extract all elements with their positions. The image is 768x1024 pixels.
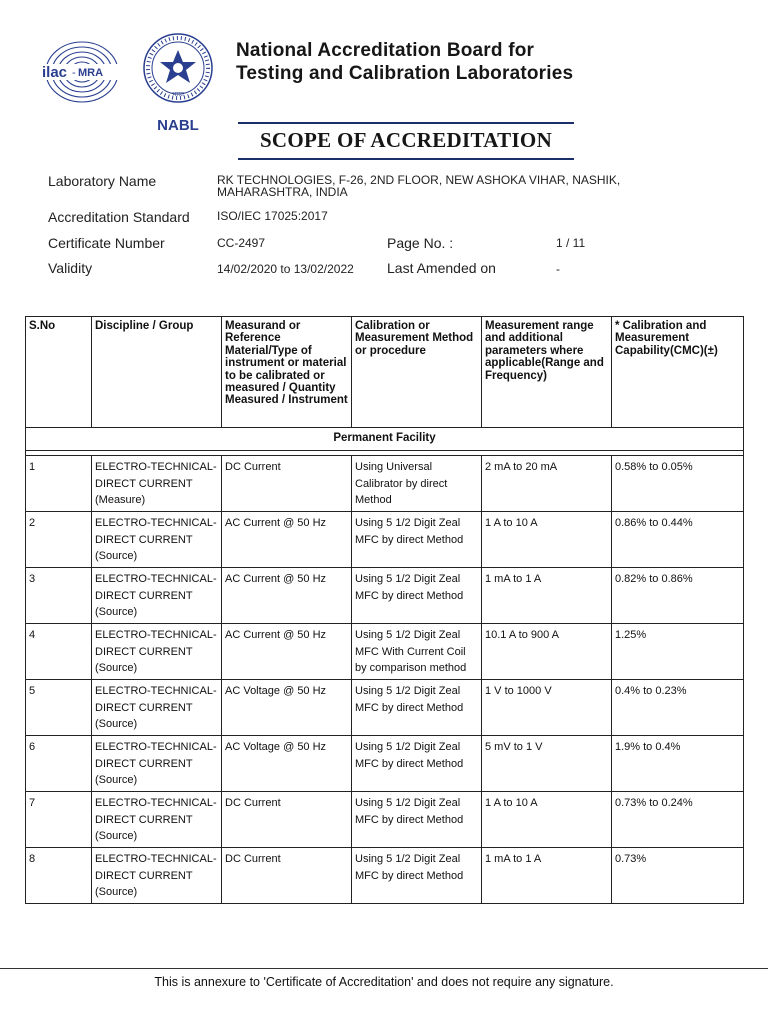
page-title: SCOPE OF ACCREDITATION bbox=[238, 122, 574, 160]
cell-measurand: DC Current bbox=[222, 848, 352, 904]
cell-method: Using 5 1/2 Digit Zeal MFC by direct Method bbox=[352, 792, 482, 848]
facility-row bbox=[26, 428, 744, 451]
cell-measurand: AC Voltage @ 50 Hz bbox=[222, 680, 352, 736]
nabl-seal-icon bbox=[136, 30, 222, 134]
last-amended-label: Last Amended on bbox=[387, 260, 496, 276]
cell-measurand: AC Current @ 50 Hz bbox=[222, 568, 352, 624]
cell-method: Using 5 1/2 Digit Zeal MFC by direct Method bbox=[352, 736, 482, 792]
cell-sno: 6 bbox=[26, 736, 92, 792]
seal-text: भारत bbox=[172, 91, 184, 98]
cell-cmc: 0.58% to 0.05% bbox=[612, 456, 744, 512]
cell-range: 1 V to 1000 V bbox=[482, 680, 612, 736]
cell-cmc: 0.73% to 0.24% bbox=[612, 792, 744, 848]
scope-table bbox=[25, 316, 744, 904]
cell-sno: 5 bbox=[26, 680, 92, 736]
header-method: Calibration or Measurement Method or procedure bbox=[352, 317, 482, 428]
lab-name-value: RK TECHNOLOGIES, F-26, 2ND FLOOR, NEW ASHOKA VIHAR, NASHIK, MAHARASHTRA, INDIA bbox=[217, 173, 621, 199]
cell-measurand: DC Current bbox=[222, 456, 352, 512]
facility-label: Permanent Facility bbox=[26, 428, 744, 451]
cell-discipline: ELECTRO-TECHNICAL- DIRECT CURRENT (Source) bbox=[92, 512, 222, 568]
cell-discipline: ELECTRO-TECHNICAL- DIRECT CURRENT (Measure) bbox=[92, 456, 222, 512]
cell-measurand: DC Current bbox=[222, 792, 352, 848]
cell-range: 1 A to 10 A bbox=[482, 792, 612, 848]
ilac-text: ilac bbox=[42, 64, 68, 81]
cell-cmc: 0.4% to 0.23% bbox=[612, 680, 744, 736]
org-name-line-1: National Accreditation Board for bbox=[236, 40, 535, 61]
header-sno: S.No bbox=[26, 317, 92, 428]
lab-name-label: Laboratory Name bbox=[48, 173, 157, 189]
cell-measurand: AC Voltage @ 50 Hz bbox=[222, 736, 352, 792]
header-discipline: Discipline / Group bbox=[92, 317, 222, 428]
cell-cmc: 0.86% to 0.44% bbox=[612, 512, 744, 568]
cell-method: Using 5 1/2 Digit Zeal MFC by direct Method bbox=[352, 848, 482, 904]
cell-range: 1 mA to 1 A bbox=[482, 568, 612, 624]
table-row bbox=[26, 736, 744, 792]
cell-measurand: AC Current @ 50 Hz bbox=[222, 512, 352, 568]
page-number-value: 1 / 11 bbox=[556, 236, 586, 250]
standard-value: ISO/IEC 17025:2017 bbox=[217, 209, 328, 223]
page-number-label: Page No. : bbox=[387, 235, 454, 251]
cell-discipline: ELECTRO-TECHNICAL- DIRECT CURRENT (Source) bbox=[92, 624, 222, 680]
last-amended-value: - bbox=[556, 262, 560, 276]
cell-discipline: ELECTRO-TECHNICAL- DIRECT CURRENT (Source) bbox=[92, 568, 222, 624]
cell-cmc: 1.25% bbox=[612, 624, 744, 680]
table-row bbox=[26, 792, 744, 848]
cell-method: Using 5 1/2 Digit Zeal MFC by direct Method bbox=[352, 568, 482, 624]
cell-cmc: 0.73% bbox=[612, 848, 744, 904]
cell-cmc: 0.82% to 0.86% bbox=[612, 568, 744, 624]
footer-note: This is annexure to 'Certificate of Accreditation' and does not require any signature. bbox=[154, 975, 614, 989]
nabl-text: NABL bbox=[157, 117, 199, 134]
certificate-value: CC-2497 bbox=[217, 236, 266, 250]
cell-discipline: ELECTRO-TECHNICAL- DIRECT CURRENT (Source) bbox=[92, 848, 222, 904]
header-cmc: * Calibration and Measurement Capability(CMC)(±) bbox=[612, 317, 744, 428]
table-row bbox=[26, 680, 744, 736]
cell-method: Using Universal Calibrator by direct Method bbox=[352, 456, 482, 512]
cell-measurand: AC Current @ 50 Hz bbox=[222, 624, 352, 680]
cell-range: 2 mA to 20 mA bbox=[482, 456, 612, 512]
cell-cmc: 1.9% to 0.4% bbox=[612, 736, 744, 792]
header-measurand: Measurand or Reference Material/Type of instrument or material to be calibrated or measured / Quantity Measured / Instrument bbox=[222, 317, 352, 428]
validity-value: 14/02/2020 to 13/02/2022 bbox=[217, 262, 354, 276]
cell-discipline: ELECTRO-TECHNICAL- DIRECT CURRENT (Source) bbox=[92, 736, 222, 792]
table-header-row bbox=[26, 317, 744, 428]
cell-method: Using 5 1/2 Digit Zeal MFC by direct Method bbox=[352, 512, 482, 568]
cell-method: Using 5 1/2 Digit Zeal MFC by direct Method bbox=[352, 680, 482, 736]
table-row bbox=[26, 848, 744, 904]
mra-text: MRA bbox=[78, 67, 104, 79]
cell-sno: 3 bbox=[26, 568, 92, 624]
org-name-line-2: Testing and Calibration Laboratories bbox=[236, 63, 574, 84]
cell-sno: 2 bbox=[26, 512, 92, 568]
cell-sno: 1 bbox=[26, 456, 92, 512]
certificate-label: Certificate Number bbox=[48, 235, 165, 251]
cell-sno: 8 bbox=[26, 848, 92, 904]
cell-range: 1 mA to 1 A bbox=[482, 848, 612, 904]
table-row bbox=[26, 568, 744, 624]
cell-range: 10.1 A to 900 A bbox=[482, 624, 612, 680]
table-row bbox=[26, 624, 744, 680]
ilac-mra-logo-icon bbox=[38, 38, 124, 110]
cell-method: Using 5 1/2 Digit Zeal MFC With Current Coil by comparison method bbox=[352, 624, 482, 680]
svg-text:-: - bbox=[72, 67, 76, 79]
table-row bbox=[26, 456, 744, 512]
cell-range: 1 A to 10 A bbox=[482, 512, 612, 568]
cell-sno: 4 bbox=[26, 624, 92, 680]
footer-divider bbox=[0, 968, 768, 969]
cell-discipline: ELECTRO-TECHNICAL- DIRECT CURRENT (Source) bbox=[92, 680, 222, 736]
standard-label: Accreditation Standard bbox=[48, 209, 190, 225]
header-range: Measurement range and additional parameters where applicable(Range and Frequency) bbox=[482, 317, 612, 428]
cell-sno: 7 bbox=[26, 792, 92, 848]
table-row bbox=[26, 512, 744, 568]
cell-range: 5 mV to 1 V bbox=[482, 736, 612, 792]
validity-label: Validity bbox=[48, 260, 93, 276]
cell-discipline: ELECTRO-TECHNICAL- DIRECT CURRENT (Source) bbox=[92, 792, 222, 848]
